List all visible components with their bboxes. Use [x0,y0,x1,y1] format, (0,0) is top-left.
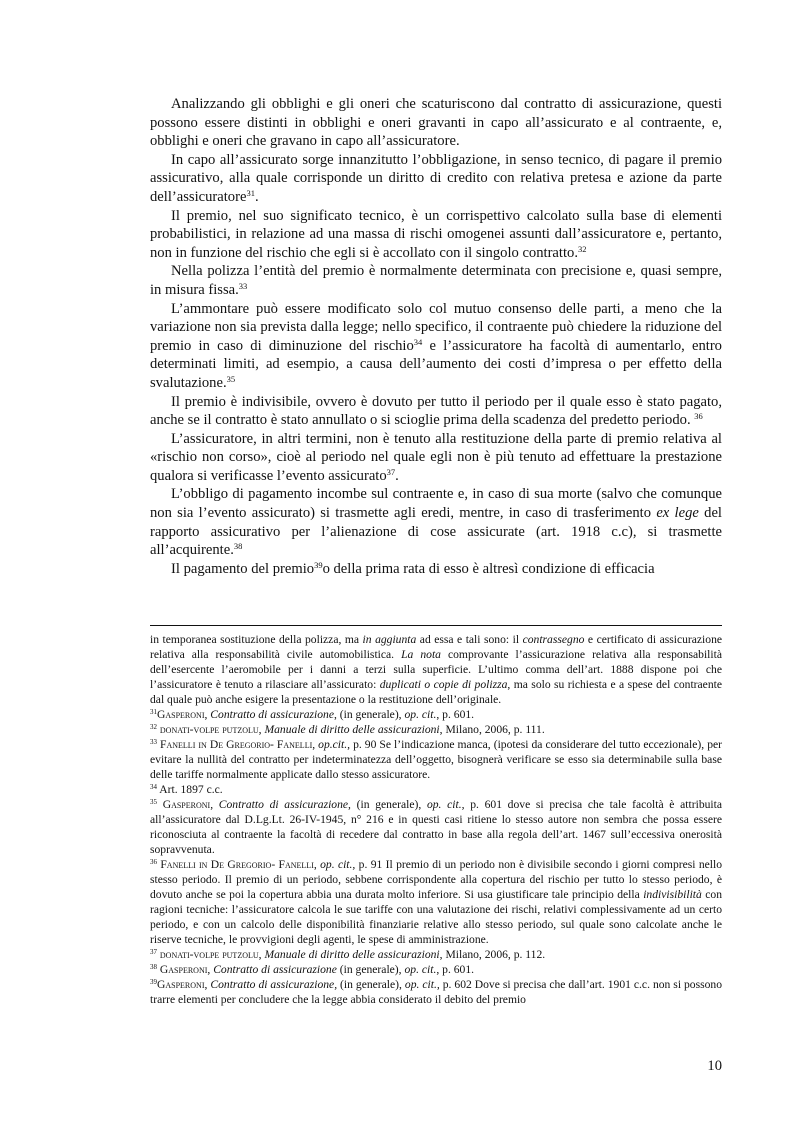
footnote-ref-32[interactable]: 32 [577,243,587,254]
footnote-text: (in generale), [336,963,405,976]
footnote-author: donati-volpe putzolu [157,948,259,961]
footnote-text: , [204,978,211,991]
footnote-number: 37 [150,948,157,956]
page-number: 10 [707,1058,722,1074]
latin-term: ex lege [656,505,699,522]
footnote-title: Contratto di assicurazione, [210,978,338,991]
footnote-emphasis: indivisibilità [643,888,702,901]
paragraph-6 [150,393,722,430]
footnote-text: p. 91 Il premio di un periodo non è divisibile secondo i giorni compresi nello stesso periodo. Il premio di un periodo, sebbene corrispondente alla copertura del rischio per tutto lo stesso periodo, è dovuto anche se poi la copertura abbia una durata molto inferiore. Si usa giustificare tale principio della [150,858,723,901]
footnote-text: , ma solo su richiesta e a spese del contraente dal quale può anche esigere la presentazione o la restituzione dell’originale. [150,678,722,706]
paragraph-text: o della prima rata di esso è altresì condizione di efficacia [322,560,655,577]
footnote-text: , [312,738,319,751]
footnote-emphasis: op. cit. [404,963,437,976]
footnote-ref-38[interactable]: 38 [233,541,243,552]
footnote-text: , (in generale), [333,708,405,721]
footnote-text: , Milano, 2006, p. 112. [439,948,546,961]
footnote-text: , [258,723,265,736]
paragraph-text: . [254,188,259,205]
footnote-author: Fanelli in De Gregorio- Fanelli [157,858,314,871]
paragraph-text: L’obbligo di pagamento incombe sul contraente e, in caso di sua morte (salvo che comunque non sia l’evento assicurato) si trasmette agli eredi, mentre, in caso di trasferimento [150,486,722,522]
footnote-text: (in generale), [337,978,405,991]
footnote-number: 39 [150,978,157,986]
footnote-number: 32 [150,723,157,731]
footnote-author: Gasperoni [157,963,208,976]
footnote-title: Manuale di diritto delle assicurazioni [264,723,440,736]
paragraph-9 [150,560,722,579]
footnote-emphasis: op. cit., [404,978,440,991]
footnote-text: p. 90 Se l’indicazione manca, (ipotesi da considerare del tutto eccezionale), per evitare la nullità del contratto per indeterminatezza dell’oggetto, bisognerà verificare se esso sia determinabile sulla base delle tariffe normalmente applicate dallo stesso assicuratore. [150,738,722,781]
paragraph-text: Il premio, nel suo significato tecnico, è un corrispettivo calcolato sulla base di elementi probabilistici, in relazione ad una massa di rischi omogenei assunti dall’assicuratore e, pertanto, non in funzione del rischio che egli si è accollato con il singolo contratto. [150,207,722,261]
footnote-text: in temporanea sostituzione della polizza, ma [150,633,363,646]
footnote-ref-39[interactable]: 39 [314,559,323,570]
footnote-32 [150,722,722,737]
footnote-author: Gasperoni [157,708,205,721]
footnote-text: Art. 1897 c.c. [157,783,223,796]
footnote-text: con ragioni tecniche: l’assicuratore calcola le sue tariffe con una valutazione dei rischi, relativi complessivamente ad un certo periodo, e con un calcolo delle disponibilità finanziarie relative allo stesso periodo, sul quale sono calcolate anche le riserve tecniche, le provvigioni degli agenti, le spese di amministrazione. [150,888,722,946]
footnote-35 [150,797,722,857]
footnote-ref-35[interactable]: 35 [226,373,236,384]
paragraph-text: Nella polizza l’entità del premio è normalmente determinata con precisione e, quasi sempre, in misura fissa. [150,263,722,298]
paragraph-2 [150,151,722,207]
footnote-emphasis: in aggiunta [362,633,417,646]
body-text [150,95,722,578]
paragraph-7 [150,430,722,486]
footnote-number: 34 [150,783,157,791]
footnote-emphasis: contrassegno [522,633,585,646]
footnote-text: comprovante l’assicurazione relativa alla responsabilità dell’esercente l’aeromobile per i danni a terzi sulla superficie. L’ultimo comma dell’art. 1888 dispone poi che l’assicuratore è tenuto a rilasciare all’assicurato: [150,648,722,691]
footnote-36 [150,857,722,947]
paragraph-8 [150,485,722,559]
paragraph-text: Il premio è indivisibile, ovvero è dovuto per tutto il periodo per il quale esso è stato pagato, anche se il contratto è stato annullato o si scioglie prima della scadenza del predetto periodo. [150,393,722,429]
footnote-text: , p. 601. [436,963,475,976]
footnote-author: Fanelli in De Gregorio- Fanelli [160,738,313,751]
footnote-number: 31 [150,708,157,716]
footnote-text: , [258,948,265,961]
footnote-title: Contratto di assicurazione [210,708,334,721]
paragraph-text: e l’assicuratore ha facoltà di aumentarlo, entro determinati limiti, ad esempio, a causa dell’aumento dei costi d’impresa o per effetto della svalutazione. [150,337,722,391]
paragraph-1 [150,95,722,151]
footnote-title: Manuale di diritto delle assicurazioni [264,948,440,961]
footnote-number: 33 [150,738,157,746]
paragraph-text: Il pagamento del premio [171,560,315,577]
footnote-text: , p. 601. [436,708,475,721]
footnote-text: , [313,858,321,871]
footnote-text: (in generale), [350,798,427,811]
footnote-ref-31[interactable]: 31 [246,187,255,198]
footnote-text: e certificato di assicurazione relativa alla responsabilità civile automobilistica. [150,633,723,661]
footnote-emphasis: op. cit., [426,798,465,811]
footnote-author: donati-volpe putzolu [159,723,259,736]
paragraph-text: Analizzando gli obblighi e gli oneri che scaturiscono dal contratto di assicurazione, questi possono essere distinti in obblighi e oneri gravanti in capo all’assicurato e al contraente, e, obblighi e oneri che gravano in capo all’assicuratore. [150,96,722,150]
footnote-31: $^{31}$Gasperoni, Contratto di assicurazione, (in generale), op. cit., p. 601. [150,708,475,721]
footnote-title: Contratto di assicurazione, [218,798,351,811]
footnote-37 [150,947,722,962]
footnotes [150,632,722,1007]
footnote-emphasis: op.cit., [318,738,351,751]
footnote-continuation [150,632,722,707]
footnote-number: 38 [150,963,157,971]
footnote-text: p. 601 dove si precisa che tale facoltà è attribuita all’assicuratore dal D.Lg.Lt. 26-IV-1945, n° 216 e in questi casi ritiene lo stesso autore non sembra che possa essere riconosciuta al contraente la facoltà di recedere dal contratto in base alla regola dell’art. 1467 sull’eccessiva onerosità sopravvenuta. [150,798,723,856]
footnote-text: , [210,798,219,811]
paragraph-text: del rapporto assicurativo per l’alienazione di cose assicurate (art. 1918 c.c), si trasmette all’acquirente. [150,505,722,559]
footnote-ref-33[interactable]: 33 [238,280,248,291]
paragraph-text: L’ammontare può essere modificato solo col mutuo consenso delle parti, a meno che la variazione non sia prevista dalla legge; nello specifico, il contraente può chiedere la riduzione del premio in caso di diminuzione del rischio [150,300,722,354]
paragraph-text: L’assicuratore, in altri termini, non è tenuto alla restituzione della parte di premio relativa al «rischio non corso», cioè al periodo nel quale egli non è più tenuto ad effettuare la prestazione qualora si verificasse l’evento assicurato [150,430,722,484]
footnote-ref-34[interactable]: 34 [413,336,423,347]
footnote-text: ad essa e tali sono: il [416,633,523,646]
footnote-author: Gasperoni [157,798,211,811]
footnote-34 [150,782,722,797]
footnote-ref-36[interactable]: 36 [694,411,703,422]
footnote-33 [150,737,722,782]
footnote-emphasis: op. cit. [404,708,437,721]
footnote-emphasis: La nota [401,648,441,661]
paragraph-4 [150,262,722,299]
footnote-emphasis: duplicati o copie di polizza [379,678,508,691]
footnote-author: Gasperoni [157,978,205,991]
footnote-number: 35 [150,798,157,806]
footnote-text: , [207,963,214,976]
footnote-number: 36 [150,858,157,866]
footnote-39 [150,977,722,1007]
footnote-separator [150,625,722,626]
footnote-text: p. 602 Dove si precisa che dall’art. 1901 c.c. non si possono trarre elementi per concludere che la legge abbia considerato il debito del premio [150,978,723,1006]
footnote-emphasis: op. cit., [320,858,356,871]
footnote-text: , Milano, 2006, p. 111. [439,723,545,736]
paragraph-text: . [395,467,399,484]
paragraph-5 [150,300,722,393]
footnote-ref-37[interactable]: 37 [386,466,396,477]
footnote-title: Contratto di assicurazione [213,963,337,976]
paragraph-3 [150,207,722,263]
footnote-38 [150,962,722,977]
paragraph-text: In capo all’assicurato sorge innanzitutto l’obbligazione, in senso tecnico, di pagare il premio assicurativo, alla quale corrisponde un diritto di credito con relativa pretesa e azione da parte dell’assicuratore [150,151,722,205]
